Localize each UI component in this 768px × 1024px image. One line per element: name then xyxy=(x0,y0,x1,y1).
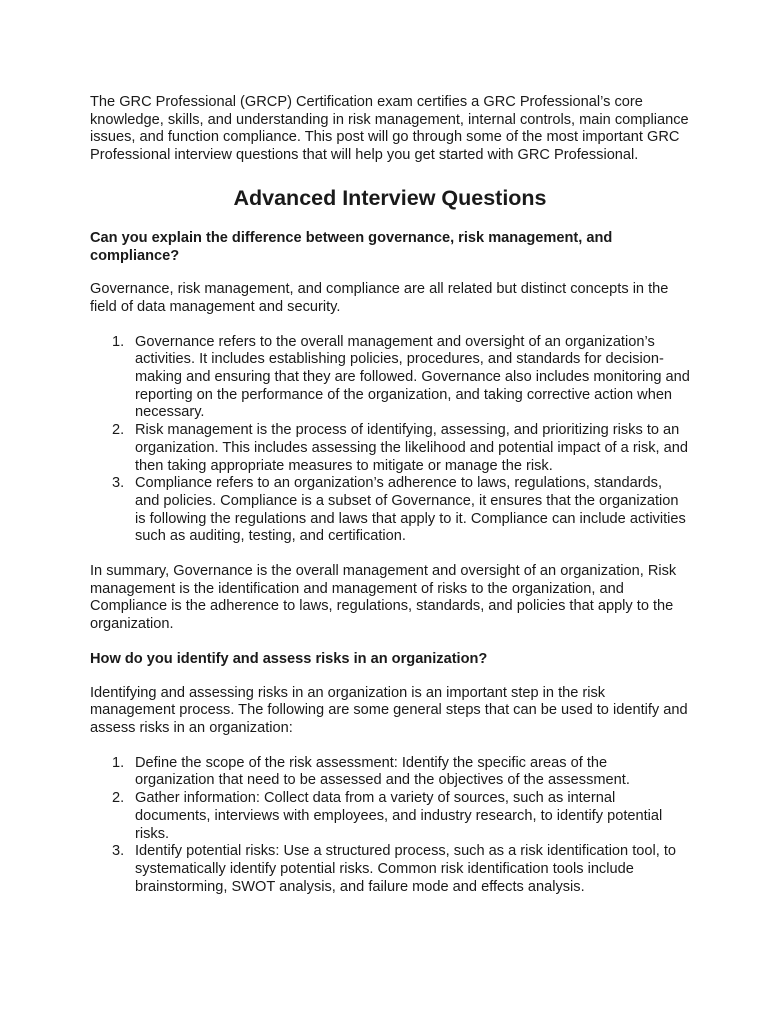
question-1-answer: Governance, risk management, and compliance are all related but distinct concepts in the field of data management and security. xyxy=(90,281,669,315)
list-item-text: Gather information: Collect data from a variety of sources, such as internal documents, interviews with employees, and industry research, to identify potential risks. xyxy=(135,790,663,842)
list-item xyxy=(90,422,690,475)
list-item xyxy=(90,755,690,790)
list-item xyxy=(90,790,690,843)
question-2-list xyxy=(90,755,690,897)
question-2-heading: How do you identify and assess risks in an organization? xyxy=(90,650,488,667)
list-item xyxy=(90,843,690,896)
list-item xyxy=(90,475,690,546)
question-1-summary: In summary, Governance is the overall management and oversight of an organization, Risk management is the identification and management of risks to the organization, and Compliance is the adherence to laws, regulations, standards, and policies that apply to the organization. xyxy=(90,563,677,633)
section-title: Advanced Interview Questions xyxy=(233,185,547,210)
list-item-number: 2. xyxy=(112,790,125,807)
list-item-text: Define the scope of the risk assessment: Identify the specific areas of the organization that need to be assessed and the objectives of the assessment. xyxy=(135,754,630,789)
question-1-list xyxy=(90,334,690,546)
list-item-number: 1. xyxy=(112,333,125,350)
list-item-number: 3. xyxy=(112,843,125,860)
list-item-number: 3. xyxy=(112,475,125,492)
list-item-text: Compliance refers to an organization’s adherence to laws, regulations, standards, and policies. Compliance is a subset of Governance, it ensures that the organization is following the regulations and laws that apply to it. Compliance can include activities such as auditing, testing, and certification. xyxy=(135,475,686,545)
document-page xyxy=(90,94,690,913)
list-item xyxy=(90,334,690,423)
question-1-heading: Can you explain the difference between governance, risk management, and compliance? xyxy=(90,229,613,264)
list-item-text: Governance refers to the overall management and oversight of an organization’s activities. It includes establishing policies, procedures, and standards for decision-making and ensuring that they are followed. Governance also includes monitoring and reporting on the performance of the organization, and taking corrective action when necessary. xyxy=(135,333,690,421)
list-item-number: 2. xyxy=(112,422,125,439)
list-item-text: Identify potential risks: Use a structured process, such as a risk identification tool, to systematically identify potential risks. Common risk identification tools include brainstorming, SWOT analysis, and failure mode and effects analysis. xyxy=(135,843,677,895)
list-item-number: 1. xyxy=(112,754,125,771)
question-2-answer: Identifying and assessing risks in an organization is an important step in the risk management process. The following are some general steps that can be used to identify and assess risks in an organization: xyxy=(90,684,688,736)
intro-paragraph: The GRC Professional (GRCP) Certification exam certifies a GRC Professional’s core knowledge, skills, and understanding in risk management, internal controls, main compliance issues, and function compliance. This post will go through some of the most important GRC Professional interview questions that will help you get started with GRC Professional. xyxy=(90,94,689,164)
list-item-text: Risk management is the process of identifying, assessing, and prioritizing risks to an organization. This includes assessing the likelihood and potential impact of a risk, and then taking appropriate measures to mitigate or manage the risk. xyxy=(135,422,688,474)
